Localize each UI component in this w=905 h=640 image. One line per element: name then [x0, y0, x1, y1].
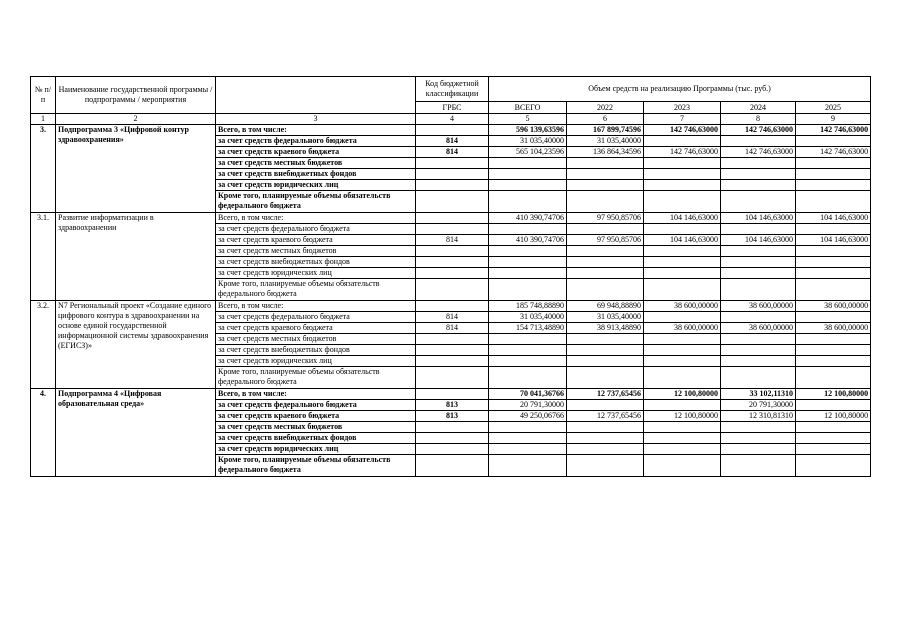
amount-year	[796, 279, 871, 301]
header-blank	[216, 77, 416, 114]
funding-source: Кроме того, планируемые объемы обязательств федерального бюджета	[216, 191, 416, 213]
amount-year	[796, 400, 871, 411]
amount-year	[567, 345, 644, 356]
amount-total: 410 390,74706	[489, 213, 567, 224]
amount-total	[489, 345, 567, 356]
funding-source: за счет средств краевого бюджета	[216, 235, 416, 246]
amount-year	[796, 455, 871, 477]
grbs-code: 813	[416, 400, 489, 411]
header-year-2024: 2024	[721, 102, 796, 114]
amount-total	[489, 224, 567, 235]
funding-source: за счет средств местных бюджетов	[216, 158, 416, 169]
header-code: Код бюджетной классификации	[416, 77, 489, 102]
grbs-code	[416, 345, 489, 356]
amount-year: 12 100,80000	[644, 411, 721, 422]
amount-year	[796, 433, 871, 444]
amount-year: 12 100,80000	[796, 389, 871, 400]
amount-year: 142 746,63000	[721, 147, 796, 158]
grbs-code	[416, 389, 489, 400]
amount-total: 70 041,36766	[489, 389, 567, 400]
funding-source: за счет средств местных бюджетов	[216, 246, 416, 257]
amount-total: 565 104,23596	[489, 147, 567, 158]
amount-year: 20 791,30000	[721, 400, 796, 411]
amount-year	[644, 455, 721, 477]
amount-total	[489, 180, 567, 191]
amount-year: 38 600,00000	[721, 323, 796, 334]
grbs-code	[416, 367, 489, 389]
amount-year: 69 948,88890	[567, 301, 644, 312]
grbs-code	[416, 356, 489, 367]
amount-year	[644, 169, 721, 180]
amount-year	[644, 268, 721, 279]
funding-source: Всего, в том числе:	[216, 213, 416, 224]
amount-total	[489, 268, 567, 279]
colnum-8: 8	[721, 114, 796, 125]
amount-year	[796, 268, 871, 279]
amount-year	[796, 257, 871, 268]
grbs-code	[416, 257, 489, 268]
amount-year: 38 600,00000	[644, 301, 721, 312]
grbs-code	[416, 433, 489, 444]
funding-source: за счет средств местных бюджетов	[216, 422, 416, 433]
grbs-code	[416, 213, 489, 224]
funding-source: за счет средств федерального бюджета	[216, 224, 416, 235]
amount-year	[644, 334, 721, 345]
header-year-2025: 2025	[796, 102, 871, 114]
grbs-code: 814	[416, 147, 489, 158]
amount-year	[567, 400, 644, 411]
funding-source: за счет средств федерального бюджета	[216, 136, 416, 147]
amount-year	[721, 334, 796, 345]
amount-year: 104 146,63000	[796, 235, 871, 246]
amount-year	[644, 433, 721, 444]
amount-total: 49 250,06766	[489, 411, 567, 422]
grbs-code	[416, 158, 489, 169]
amount-year	[721, 191, 796, 213]
grbs-code	[416, 279, 489, 301]
funding-source: за счет средств внебюджетных фондов	[216, 169, 416, 180]
funding-source: за счет средств внебюджетных фондов	[216, 345, 416, 356]
row-number: 3.1.	[31, 213, 56, 301]
amount-year	[721, 224, 796, 235]
amount-year	[567, 356, 644, 367]
amount-year	[644, 422, 721, 433]
funding-source: за счет средств федерального бюджета	[216, 400, 416, 411]
grbs-code	[416, 169, 489, 180]
amount-year: 97 950,85706	[567, 235, 644, 246]
colnum-7: 7	[644, 114, 721, 125]
amount-year: 104 146,63000	[796, 213, 871, 224]
funding-source: Кроме того, планируемые объемы обязательств федерального бюджета	[216, 367, 416, 389]
amount-year: 12 737,65456	[567, 389, 644, 400]
amount-total: 410 390,74706	[489, 235, 567, 246]
amount-year	[567, 268, 644, 279]
amount-year: 38 600,00000	[796, 301, 871, 312]
grbs-code	[416, 180, 489, 191]
table-body	[31, 77, 871, 477]
header-funds: Объем средств на реализацию Программы (тыс. руб.)	[489, 77, 871, 102]
amount-year	[644, 444, 721, 455]
amount-total	[489, 444, 567, 455]
row-number: 3.	[31, 125, 56, 213]
funding-source: за счет средств местных бюджетов	[216, 334, 416, 345]
amount-total	[489, 367, 567, 389]
funding-source: за счет средств внебюджетных фондов	[216, 257, 416, 268]
amount-year	[796, 191, 871, 213]
amount-year: 136 864,34596	[567, 147, 644, 158]
header-year-2022: 2022	[567, 102, 644, 114]
amount-total	[489, 279, 567, 301]
grbs-code	[416, 125, 489, 136]
amount-year	[721, 279, 796, 301]
amount-year	[796, 180, 871, 191]
table-row	[31, 125, 871, 136]
amount-year: 104 146,63000	[644, 213, 721, 224]
grbs-code	[416, 444, 489, 455]
funding-source: за счет средств юридических лиц	[216, 356, 416, 367]
program-name: N7 Региональный проект «Создание единого цифрового контура в здравоохранении на основе единой государственной информационной системы здравоохранения (ЕГИСЗ)»	[56, 301, 216, 389]
amount-year	[721, 169, 796, 180]
amount-year	[644, 136, 721, 147]
grbs-code: 814	[416, 136, 489, 147]
colnum-9: 9	[796, 114, 871, 125]
amount-year	[567, 191, 644, 213]
header-grbs: ГРБС	[416, 102, 489, 114]
amount-year: 38 600,00000	[721, 301, 796, 312]
amount-year	[796, 345, 871, 356]
amount-total	[489, 422, 567, 433]
amount-year: 38 913,48890	[567, 323, 644, 334]
amount-year	[644, 312, 721, 323]
amount-year	[721, 455, 796, 477]
amount-year	[796, 224, 871, 235]
amount-year	[721, 444, 796, 455]
amount-total	[489, 356, 567, 367]
amount-year	[721, 136, 796, 147]
colnum-1: 1	[31, 114, 56, 125]
funding-source: за счет средств краевого бюджета	[216, 147, 416, 158]
amount-year	[567, 334, 644, 345]
table-row	[31, 213, 871, 224]
amount-year: 142 746,63000	[721, 125, 796, 136]
amount-year	[721, 433, 796, 444]
grbs-code	[416, 301, 489, 312]
funding-source: за счет средств федерального бюджета	[216, 312, 416, 323]
amount-total	[489, 158, 567, 169]
amount-year: 142 746,63000	[644, 147, 721, 158]
amount-year: 142 746,63000	[796, 125, 871, 136]
amount-total	[489, 334, 567, 345]
program-name: Подпрограмма 3 «Цифровой контур здравоохранения»	[56, 125, 216, 213]
header-number: № п/п	[31, 77, 56, 114]
grbs-code	[416, 224, 489, 235]
amount-total	[489, 191, 567, 213]
amount-year	[721, 180, 796, 191]
amount-year	[721, 367, 796, 389]
amount-year	[721, 312, 796, 323]
amount-total: 31 035,40000	[489, 136, 567, 147]
funding-source: за счет средств юридических лиц	[216, 444, 416, 455]
funding-source: за счет средств внебюджетных фондов	[216, 433, 416, 444]
amount-year	[721, 356, 796, 367]
amount-year	[644, 356, 721, 367]
amount-year	[796, 136, 871, 147]
amount-year	[567, 257, 644, 268]
funding-source: Кроме того, планируемые объемы обязательств федерального бюджета	[216, 455, 416, 477]
amount-year: 38 600,00000	[796, 323, 871, 334]
row-number: 4.	[31, 389, 56, 477]
amount-year	[567, 169, 644, 180]
grbs-code	[416, 268, 489, 279]
amount-year	[796, 246, 871, 257]
amount-year	[644, 400, 721, 411]
amount-total: 185 748,88890	[489, 301, 567, 312]
amount-year	[644, 224, 721, 235]
amount-year	[644, 367, 721, 389]
amount-year	[567, 367, 644, 389]
grbs-code	[416, 246, 489, 257]
amount-year	[796, 312, 871, 323]
amount-total: 154 713,48890	[489, 323, 567, 334]
funding-source: Всего, в том числе:	[216, 301, 416, 312]
amount-year	[567, 455, 644, 477]
amount-total: 31 035,40000	[489, 312, 567, 323]
table-row	[31, 389, 871, 400]
program-name: Развитие информатизации в здравоохранении	[56, 213, 216, 301]
amount-year	[567, 246, 644, 257]
row-number: 3.2.	[31, 301, 56, 389]
amount-year	[567, 158, 644, 169]
amount-year: 31 035,40000	[567, 136, 644, 147]
amount-total	[489, 169, 567, 180]
funding-source: за счет средств краевого бюджета	[216, 411, 416, 422]
amount-year	[721, 158, 796, 169]
amount-year	[796, 367, 871, 389]
grbs-code: 813	[416, 411, 489, 422]
colnum-2: 2	[56, 114, 216, 125]
grbs-code	[416, 455, 489, 477]
header-name: Наименование государственной программы / подпрограммы / мероприятия	[56, 77, 216, 114]
funding-source: Всего, в том числе:	[216, 125, 416, 136]
amount-year	[796, 356, 871, 367]
funding-source: Всего, в том числе:	[216, 389, 416, 400]
table-row	[31, 301, 871, 312]
amount-year	[721, 422, 796, 433]
colnum-3: 3	[216, 114, 416, 125]
amount-year	[644, 257, 721, 268]
amount-year: 104 146,63000	[721, 213, 796, 224]
grbs-code: 814	[416, 323, 489, 334]
grbs-code: 814	[416, 235, 489, 246]
amount-total: 596 139,63596	[489, 125, 567, 136]
amount-year	[644, 345, 721, 356]
amount-year: 12 100,80000	[796, 411, 871, 422]
amount-year	[644, 180, 721, 191]
amount-year: 12 310,81310	[721, 411, 796, 422]
amount-year: 97 950,85706	[567, 213, 644, 224]
funding-source: Кроме того, планируемые объемы обязательств федерального бюджета	[216, 279, 416, 301]
amount-year	[644, 191, 721, 213]
amount-year	[567, 279, 644, 301]
amount-year: 104 146,63000	[644, 235, 721, 246]
amount-year	[644, 279, 721, 301]
amount-year: 33 102,11310	[721, 389, 796, 400]
amount-total: 20 791,30000	[489, 400, 567, 411]
grbs-code	[416, 334, 489, 345]
grbs-code: 814	[416, 312, 489, 323]
amount-year: 142 746,63000	[796, 147, 871, 158]
colnum-5: 5	[489, 114, 567, 125]
amount-year: 38 600,00000	[644, 323, 721, 334]
amount-year	[721, 268, 796, 279]
colnum-6: 6	[567, 114, 644, 125]
amount-total	[489, 455, 567, 477]
amount-year	[796, 158, 871, 169]
grbs-code	[416, 422, 489, 433]
colnum-4: 4	[416, 114, 489, 125]
amount-total	[489, 246, 567, 257]
amount-year	[796, 169, 871, 180]
funding-source: за счет средств краевого бюджета	[216, 323, 416, 334]
amount-year	[567, 180, 644, 191]
amount-year	[567, 422, 644, 433]
amount-year	[796, 334, 871, 345]
amount-year	[644, 246, 721, 257]
program-name: Подпрограмма 4 «Цифровая образовательная среда»	[56, 389, 216, 477]
funding-source: за счет средств юридических лиц	[216, 268, 416, 279]
amount-year	[796, 422, 871, 433]
amount-year: 12 737,65456	[567, 411, 644, 422]
amount-total	[489, 433, 567, 444]
amount-year: 31 035,40000	[567, 312, 644, 323]
header-total: ВСЕГО	[489, 102, 567, 114]
amount-year	[567, 433, 644, 444]
amount-year	[796, 444, 871, 455]
grbs-code	[416, 191, 489, 213]
header-year-2023: 2023	[644, 102, 721, 114]
amount-year: 142 746,63000	[644, 125, 721, 136]
amount-year	[567, 444, 644, 455]
funding-source: за счет средств юридических лиц	[216, 180, 416, 191]
amount-year	[721, 345, 796, 356]
amount-total	[489, 257, 567, 268]
amount-year: 104 146,63000	[721, 235, 796, 246]
amount-year	[721, 257, 796, 268]
amount-year	[721, 246, 796, 257]
amount-year	[644, 158, 721, 169]
budget-table	[30, 76, 871, 477]
amount-year	[567, 224, 644, 235]
amount-year: 167 899,74596	[567, 125, 644, 136]
amount-year: 12 100,80000	[644, 389, 721, 400]
